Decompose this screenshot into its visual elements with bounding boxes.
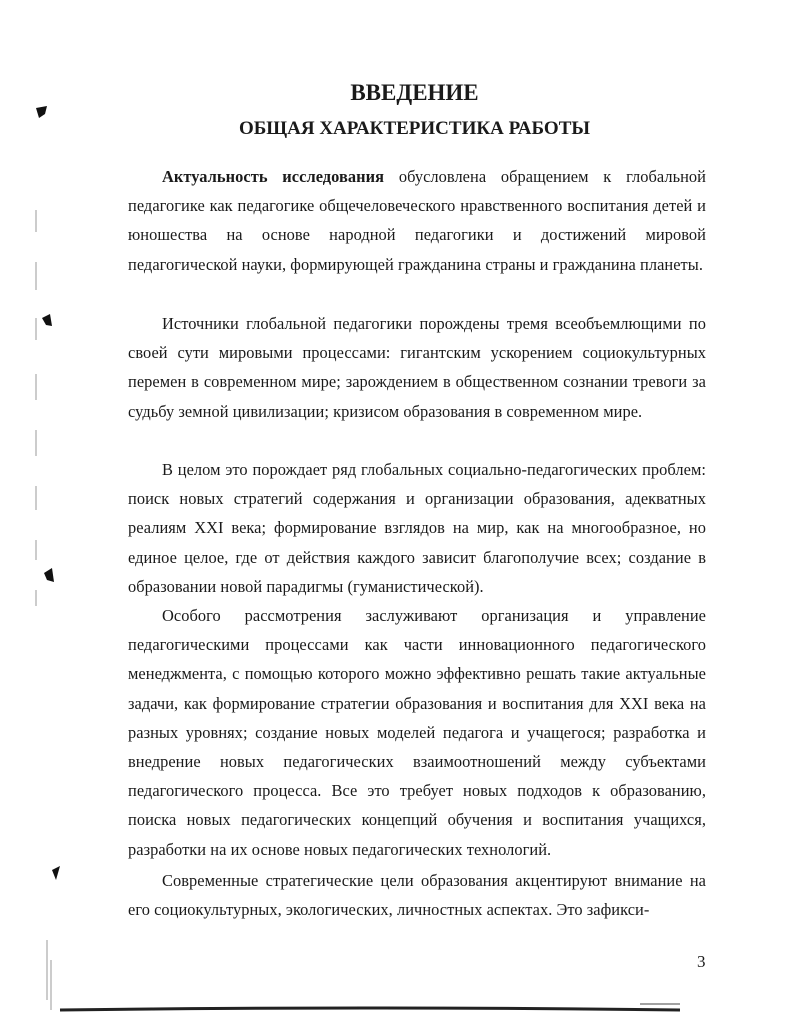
binding-hole-mark xyxy=(42,314,52,326)
paragraph-goals: Современные стратегические цели образования акцентируют внимание на его социокультурных, экологических, личностных аспектах. Это зафикси- xyxy=(128,871,706,920)
relevance-lead: Актуальность исследования xyxy=(162,167,385,186)
paragraph-relevance xyxy=(128,162,706,279)
page-number: 3 xyxy=(697,952,706,971)
paragraph-management: Особого рассмотрения заслуживают организация и управление педагогическими процессами как части инновационного педагогического менеджмента, с помощью которого можно эффективно решать такие актуальные задачи, как формирование стратегии образования и воспитания для XXI века на разных уровнях; создание новых моделей педагога и учащегося; разработка и внедрение новых педагогических взаимоотношений между субъектами педагогического процесса. Все это требует новых подходов к образованию, поиска новых педагогических концепций обучения и воспитания учащихся, разработки на их основе новых педагогических технологий. xyxy=(128,606,706,859)
page-title: ВВЕДЕНИЕ xyxy=(350,80,479,105)
bottom-scan-edge xyxy=(60,1008,680,1010)
section-subtitle: ОБЩАЯ ХАРАКТЕРИСТИКА РАБОТЫ xyxy=(238,118,591,139)
paragraph-problems: В целом это порождает ряд глобальных социально-педагогических проблем: поиск новых стратегий содержания и организации образования, адекватных реалиям XXI века; формирование взглядов на мир, как на многообразное, но единое целое, где от действия каждого зависит благополучие всех; создание в образовании новой парадигмы (гуманистической). xyxy=(128,460,706,596)
binding-hole-mark xyxy=(44,568,54,582)
paragraph-sources: Источники глобальной педагогики порождены тремя всеобъемлющими по своей сути мировыми процессами: гигантским ускорением социокультурных перемен в современном мире; зарождением в общественном сознании тревоги за судьбу земной цивилизации; кризисом образования в современном мире. xyxy=(128,314,706,421)
relevance-text: обусловлена обращением к глобальной педагогике как педагогике общечеловеческого нравственного воспитания детей и юношества на основе народной педагогики и достижений мировой педагогической науки, формирующей гражданина страны и гражданина планеты. xyxy=(128,167,706,274)
binding-hole-mark xyxy=(36,106,47,118)
binding-hole-mark xyxy=(52,866,60,880)
